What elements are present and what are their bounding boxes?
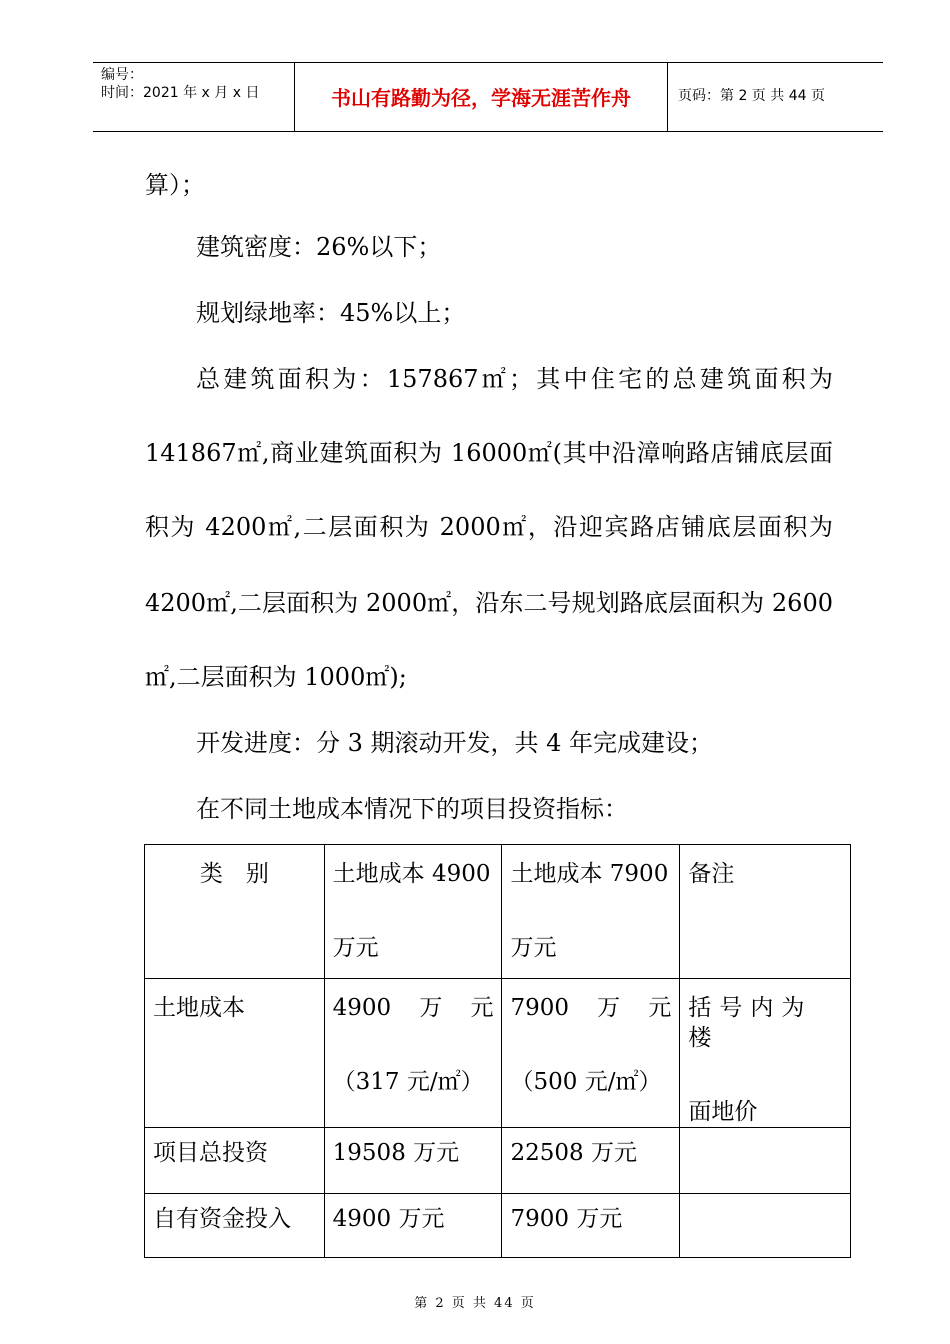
header-page-cell <box>668 63 883 131</box>
table-cell-land-cost: 土地成本 <box>145 979 325 1128</box>
table-header-remark: 备注 <box>680 845 851 979</box>
body-line-area-detail-1: 积为 4200㎡,二层面积为 2000㎡，沿迎宾路店铺底层面积为 <box>145 513 833 541</box>
body-line-table-intro: 在不同土地成本情况下的项目投资指标： <box>196 795 628 823</box>
body-line-1: 算）； <box>145 171 205 199</box>
table-cell-own-capital-4900: 4900 万元 <box>324 1194 502 1258</box>
body-line-area-detail-2: 4200㎡,二层面积为 2000㎡，沿东二号规划路底层面积为 2600 <box>145 589 833 617</box>
header-page-number: 页码：第 2 页 共 44 页 <box>678 88 825 104</box>
body-line-commercial-area: 141867㎡,商业建筑面积为 16000㎡(其中沿漳响路店铺底层面 <box>145 439 833 467</box>
table-cell-land-cost-4900: 4900 万 元 （317 元/㎡） <box>324 979 502 1128</box>
table-row <box>145 845 851 979</box>
table-header-category: 类 别 <box>145 845 325 979</box>
table-cell-total-investment: 项目总投资 <box>145 1128 325 1194</box>
header-motto-cell <box>295 63 668 131</box>
table-cell-land-cost-remark: 括号内为楼 面地价 <box>680 979 851 1128</box>
table-cell-own-capital-7900: 7900 万元 <box>502 1194 680 1258</box>
page-header <box>93 62 883 132</box>
investment-table <box>144 844 851 1258</box>
table-row <box>145 979 851 1128</box>
table-row <box>145 1128 851 1194</box>
table-header-land-4900: 土地成本 4900 万元 <box>324 845 502 979</box>
doc-number-label: 编号： <box>101 67 143 83</box>
header-meta-cell <box>93 63 295 131</box>
header-motto: 书山有路勤为径，学海无涯苦作舟 <box>331 86 631 110</box>
table-cell-total-investment-remark <box>680 1128 851 1194</box>
table-cell-own-capital: 自有资金投入 <box>145 1194 325 1258</box>
table-cell-total-investment-7900: 22508 万元 <box>502 1128 680 1194</box>
body-line-building-density: 建筑密度：26%以下； <box>196 233 442 261</box>
body-line-area-detail-3: ㎡,二层面积为 1000㎡); <box>145 663 407 691</box>
body-line-schedule: 开发进度：分 3 期滚动开发，共 4 年完成建设； <box>196 729 714 757</box>
table-header-land-7900: 土地成本 7900 万元 <box>502 845 680 979</box>
table-row <box>145 1194 851 1258</box>
doc-time-label: 时间：2021 年 x 月 x 日 <box>101 85 260 101</box>
page-footer: 第 2 页 共 44 页 <box>414 1296 536 1311</box>
table-cell-land-cost-7900: 7900 万 元 （500 元/㎡） <box>502 979 680 1128</box>
body-line-green-rate: 规划绿地率：45%以上； <box>196 299 466 327</box>
table-cell-total-investment-4900: 19508 万元 <box>324 1128 502 1194</box>
body-line-total-area: 总建筑面积为：157867㎡；其中住宅的总建筑面积为 <box>196 365 833 393</box>
table-cell-own-capital-remark <box>680 1194 851 1258</box>
